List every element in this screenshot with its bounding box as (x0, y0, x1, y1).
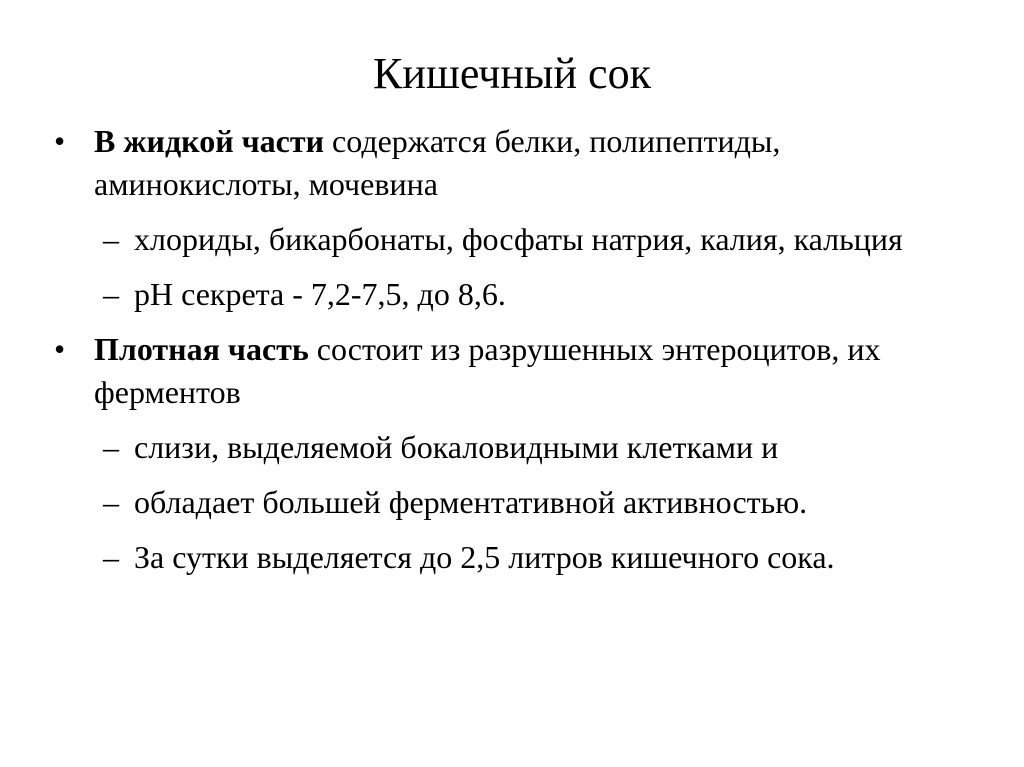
bullet-text: содержатся белки, полипептиды, аминокислоты, мочевина (94, 123, 781, 202)
dash-marker: – (103, 484, 119, 520)
bullet-marker: • (54, 123, 66, 159)
dash-marker: – (103, 429, 119, 465)
slide-body (0, 120, 1024, 579)
bullet-item-liquid-part (0, 120, 974, 206)
sub-item-text: pH секрета - 7,2-7,5, до 8,6. (134, 276, 506, 312)
sub-item-text: обладает большей ферментативной активностью. (134, 484, 808, 520)
sub-item-mucus (0, 426, 974, 469)
sub-item-activity (0, 481, 974, 524)
dash-marker: – (103, 221, 119, 257)
sub-item-text: хлориды, бикарбонаты, фосфаты натрия, калия, кальция (134, 221, 903, 257)
dash-marker: – (103, 539, 119, 575)
slide-title: Кишечный сок (373, 49, 651, 98)
sub-item-daily-volume (0, 536, 974, 579)
sub-item-ph (0, 273, 974, 316)
sub-item-salts (0, 218, 974, 261)
sub-item-text: слизи, выделяемой бокаловидными клетками и (134, 429, 779, 465)
dash-marker: – (103, 276, 119, 312)
bullet-bold-term: Плотная часть (94, 331, 309, 367)
bullet-bold-term: В жидкой части (94, 123, 325, 159)
bullet-text: состоит из разрушенных энтероцитов, их ферментов (94, 331, 881, 410)
bullet-marker: • (54, 331, 66, 367)
sub-item-text: За сутки выделяется до 2,5 литров кишечного сока. (134, 539, 835, 575)
bullet-item-dense-part (0, 328, 974, 414)
